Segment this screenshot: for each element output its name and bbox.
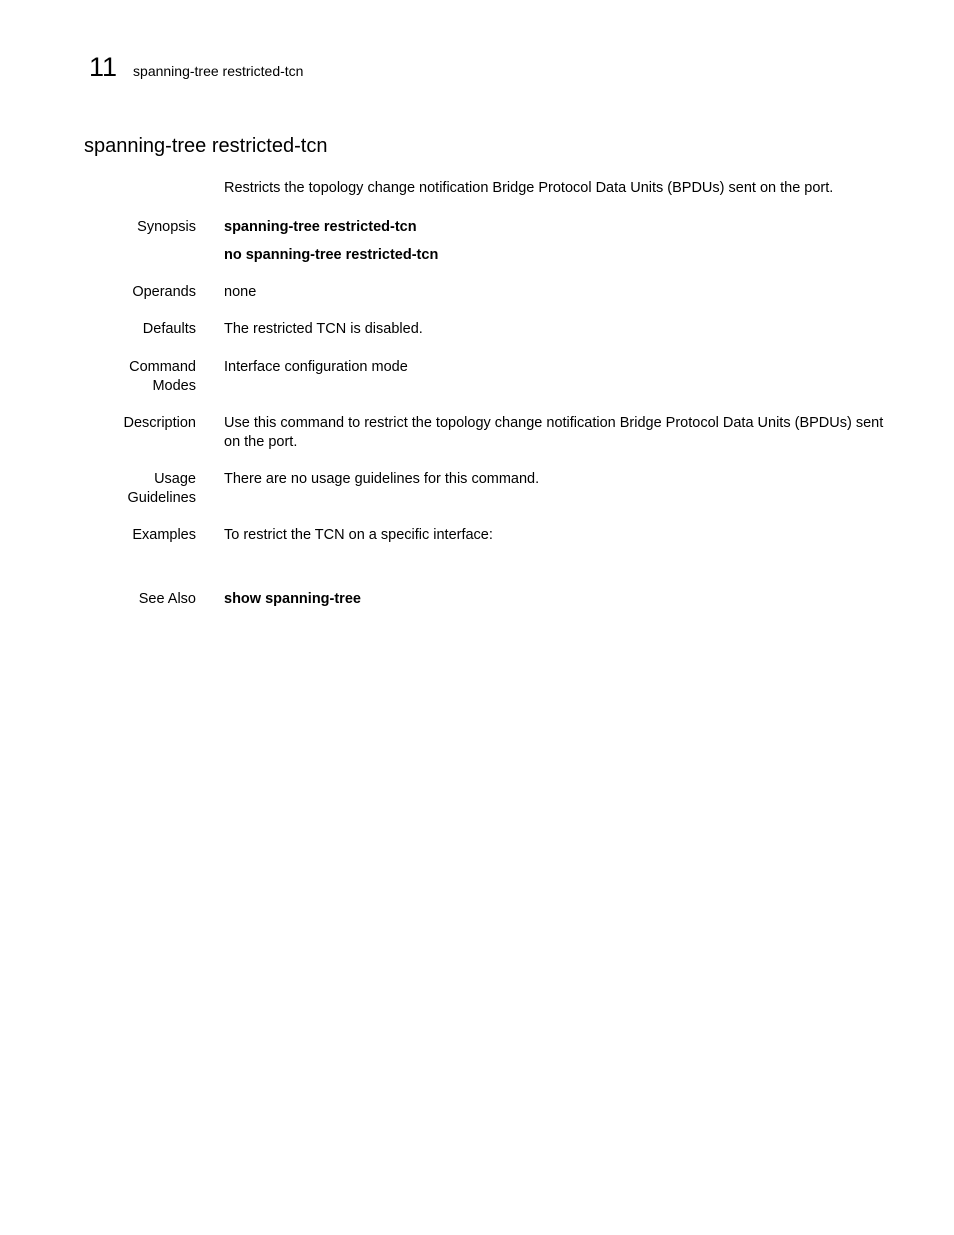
synopsis-label: Synopsis (137, 219, 196, 235)
chapter-number: 11 (89, 52, 118, 82)
usage-guidelines-label (76, 470, 196, 508)
page-header (89, 54, 303, 81)
operands-text: none (224, 284, 257, 300)
description-text: Use this command to restrict the topology change notification Bridge Protocol Data Units (BPDUs) sent on the port. (224, 415, 884, 450)
command-modes-label (76, 358, 196, 396)
command-modes-label-line2: Modes (152, 378, 196, 394)
see-also-label: See Also (138, 591, 196, 607)
operands-label: Operands (132, 284, 196, 300)
defaults-text: The restricted TCN is disabled. (224, 321, 423, 337)
description-label: Description (123, 415, 196, 431)
usage-guidelines-label-line2: Guidelines (127, 490, 196, 506)
command-modes-text: Interface configuration mode (224, 359, 408, 375)
examples-label: Examples (132, 527, 196, 543)
synopsis-no-command: no spanning-tree restricted-tcn (224, 247, 439, 263)
intro-text: Restricts the topology change notification Bridge Protocol Data Units (BPDUs) sent on the port. (224, 180, 834, 196)
examples-text: To restrict the TCN on a specific interface: (224, 527, 493, 543)
usage-guidelines-text: There are no usage guidelines for this command. (224, 471, 540, 487)
see-also-link[interactable]: show spanning-tree (224, 591, 361, 607)
defaults-label: Defaults (142, 321, 196, 337)
usage-guidelines-label-line1: Usage (154, 471, 196, 487)
synopsis-command: spanning-tree restricted-tcn (224, 219, 417, 235)
section-heading: spanning-tree restricted-tcn (84, 135, 328, 157)
running-title: spanning-tree restricted-tcn (133, 63, 304, 79)
command-modes-label-line1: Command (129, 359, 196, 375)
